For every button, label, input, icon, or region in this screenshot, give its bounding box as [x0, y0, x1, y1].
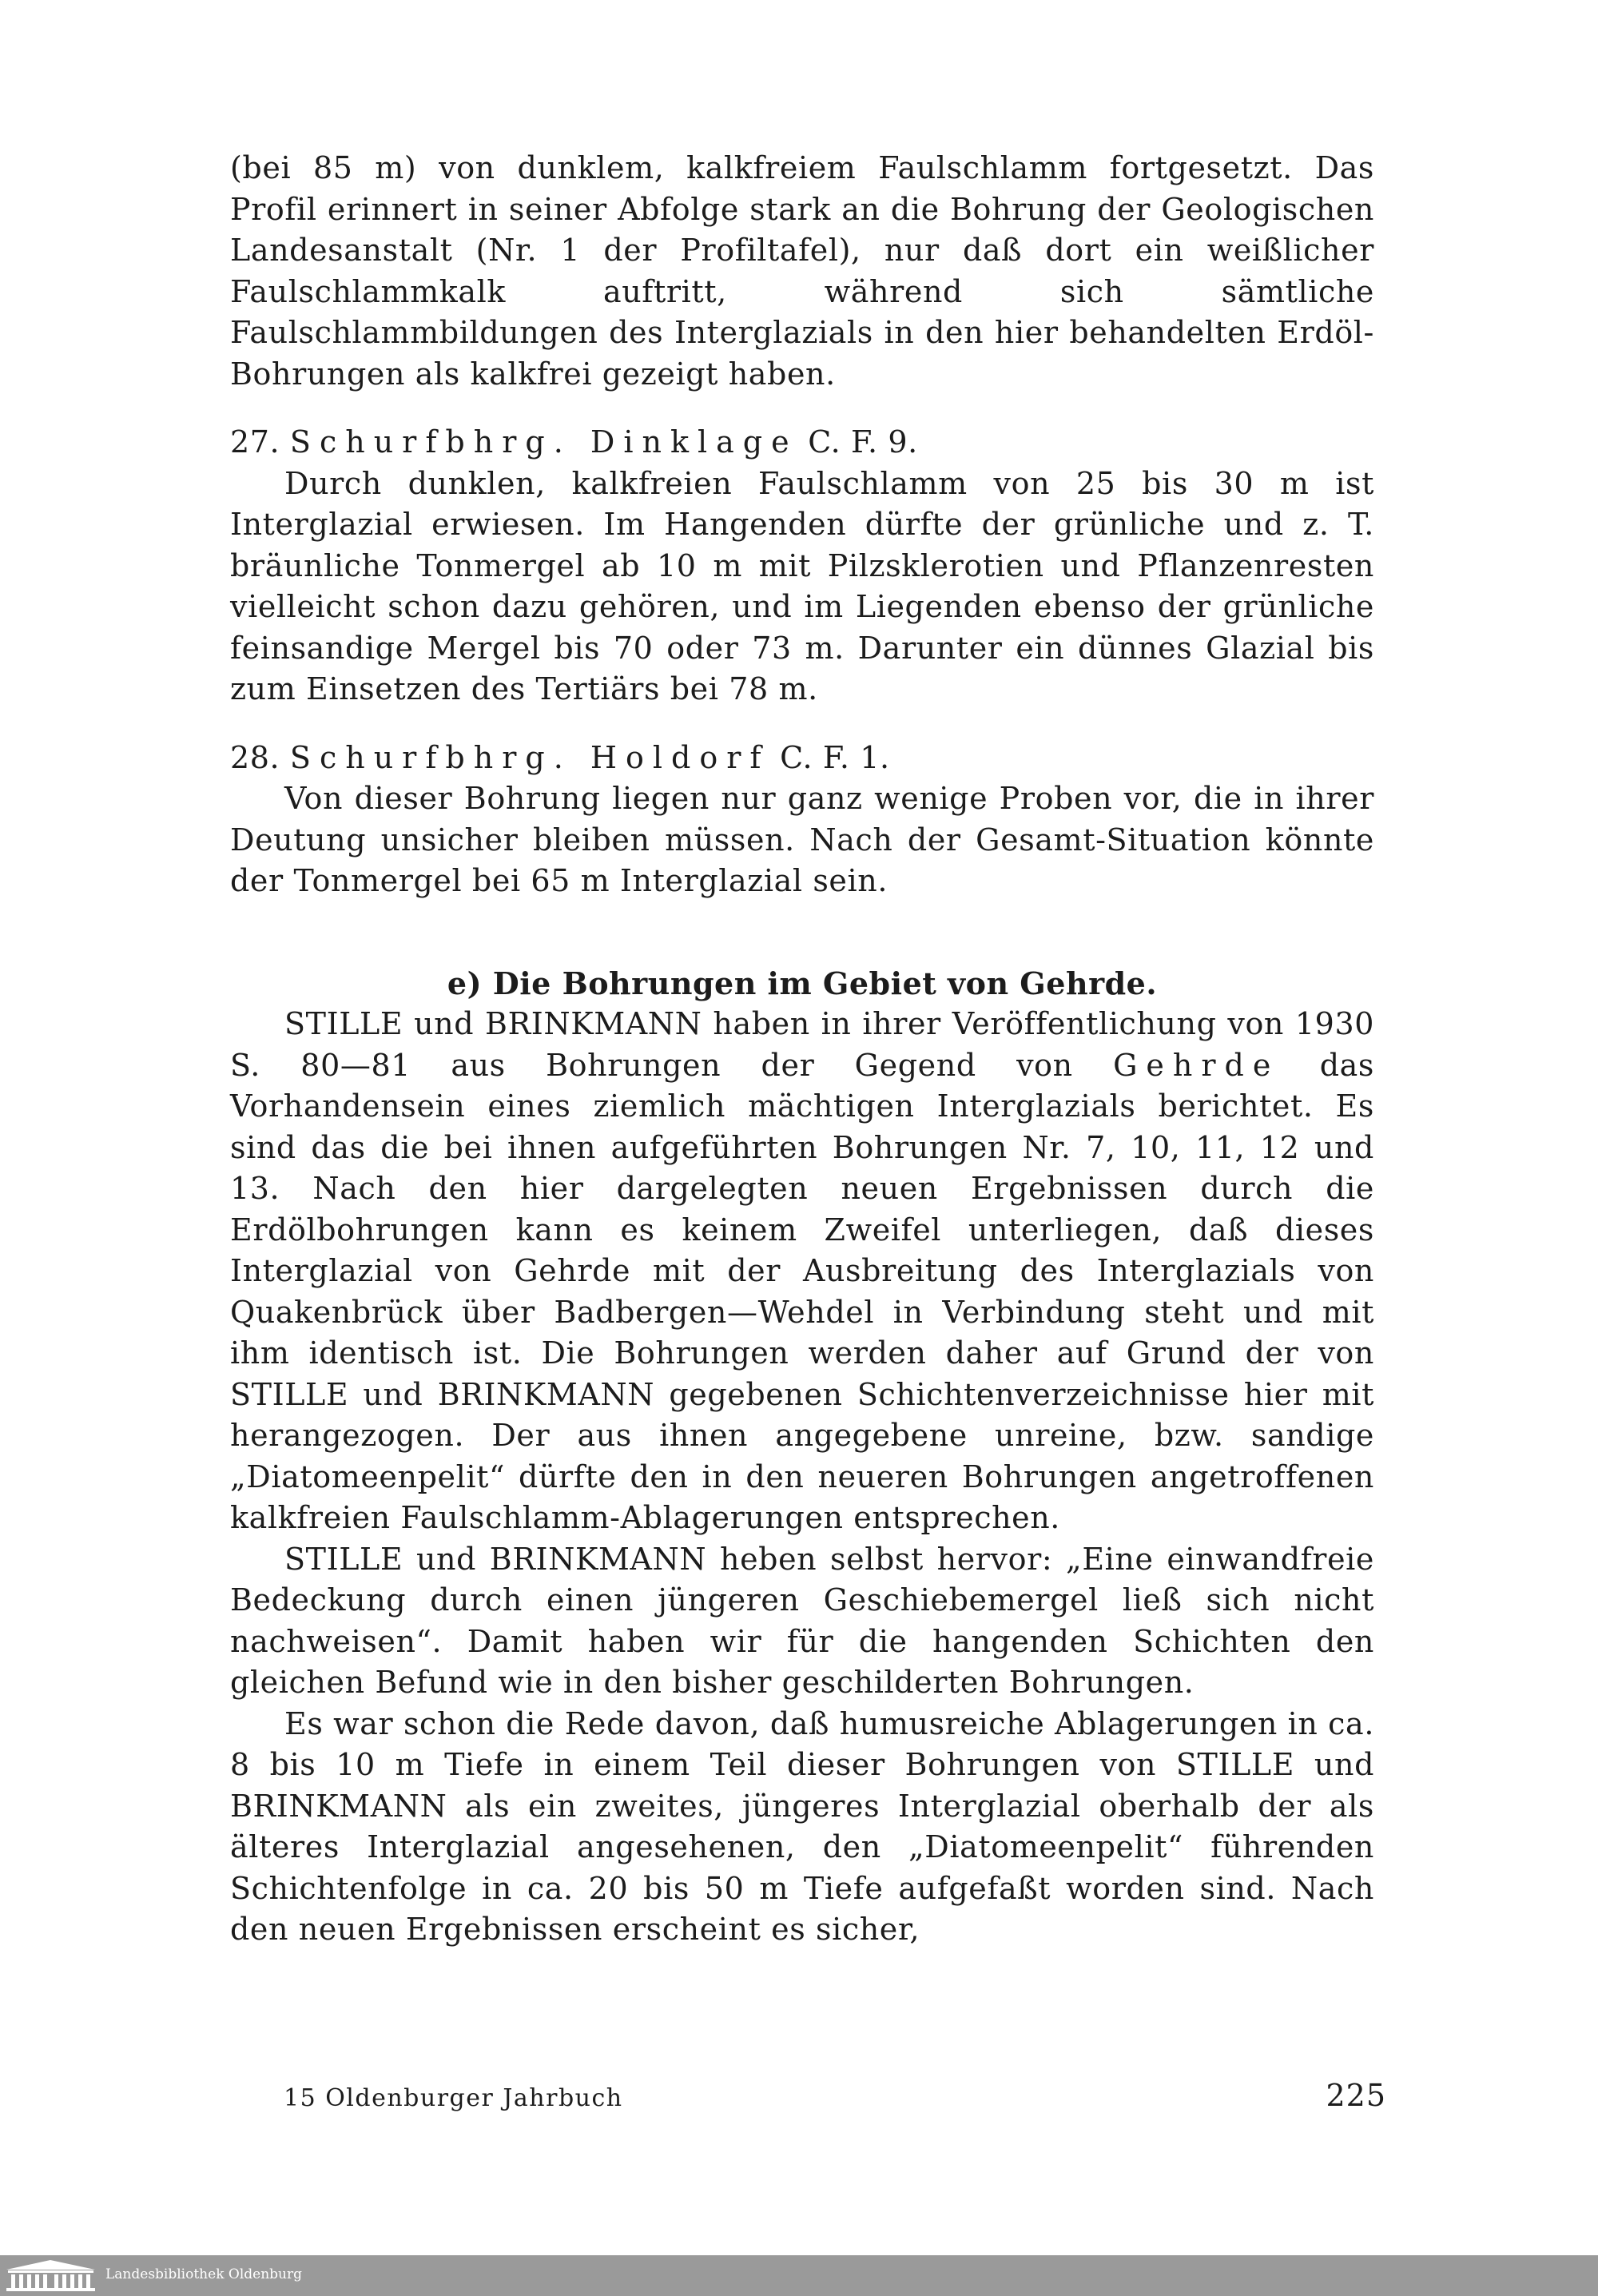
- intro-paragraph: (bei 85 m) von dunklem, kalkfreiem Faulschlamm fortgesetzt. Das Profil erinnert in seiner Abfolge stark an die Bohrung der Geologischen Landesanstalt (Nr. 1 der Profiltafel), nur daß dort ein weißlicher Faulschlammkalk auftritt, während sich sämtliche Faulschlammbildungen des Interglazials in den hier behandelten Erdöl-Bohrungen als kalkfrei gezeigt haben.: [230, 150, 1374, 392]
- entry-28-name: Schurfbhrg. Holdorf: [289, 739, 770, 775]
- entry-28-code: C. F. 1.: [780, 739, 890, 775]
- library-name: Landesbibliothek Oldenburg: [105, 2266, 303, 2282]
- entry-28-text: Von dieser Bohrung liegen nur ganz wenige Proben vor, die in ihrer Deutung unsicher bleiben müssen. Nach der Gesamt-Situation könnte der Tonmergel bei 65 m Interglazial sein.: [230, 781, 1374, 898]
- entry-27-code: C. F. 9.: [808, 424, 918, 460]
- library-bar: [0, 2255, 1598, 2296]
- entry-27-number: 27.: [230, 424, 280, 460]
- footer-signature: 15 Oldenburger Jahrbuch: [284, 2084, 623, 2112]
- section-p1-after: das Vorhandensein eines ziemlich mächtigen Interglazials berichtet. Es sind das die bei ihnen aufgeführten Bohrungen Nr. 7, 10, 11, 12 und 13. Nach den hier dargelegten neuen Ergebnissen durch die Erdölbohrungen kann es keinem Zweifel unterliegen, daß dieses Interglazial von Gehrde mit der Ausbreitung des Interglazials von Quakenbrück über Badbergen—Wehdel in Verbindung steht und mit ihm identisch ist. Die Bohrungen werden daher auf Grund der von STILLE und BRINKMANN gegebenen Schichtenverzeichnisse hier mit herangezogen. Der aus ihnen angegebene unreine, bzw. sandige „Diatomeenpelit“ dürfte den in den neueren Bohrungen angetroffenen kalkfreien Faulschlamm-Ablagerungen entsprechen.: [230, 1047, 1374, 1535]
- page-body: [230, 148, 1374, 1951]
- entry-28-heading: [230, 738, 1374, 779]
- entry-28-number: 28.: [230, 739, 280, 775]
- section-paragraph-3: Es war schon die Rede davon, daß humusreiche Ablagerungen in ca. 8 bis 10 m Tiefe in einem Teil dieser Bohrungen von STILLE und BRINKMANN als ein zweites, jüngeres Interglazial oberhalb der als älteres Interglazial angesehenen, den „Diatomeenpelit“ führenden Schichtenfolge in ca. 20 bis 50 m Tiefe aufgefaßt worden sind. Nach den neuen Ergebnissen erscheint es sicher,: [230, 1705, 1374, 1947]
- section-p1-before: STILLE und BRINKMANN haben in ihrer Veröffentlichung von 1930 S. 80—81 aus Bohrungen der Gegend von: [230, 1006, 1374, 1083]
- section-title: e) Die Bohrungen im Gebiet von Gehrde.: [447, 965, 1158, 1001]
- section-paragraph-1: [230, 1004, 1374, 1539]
- entry-27-name: Schurfbhrg. Dinklage: [289, 424, 798, 460]
- entry-27-text: Durch dunklen, kalkfreien Faulschlamm von 25 bis 30 m ist Interglazial erwiesen. Im Hangenden dürfte der grünliche und z. T. bräunliche Tonmergel ab 10 m mit Pilzsklerotien und Pflanzenresten vielleicht schon dazu gehören, und im Liegenden ebenso der grünliche feinsandige Mergel bis 70 oder 73 m. Darunter ein dünnes Glazial bis zum Einsetzen des Tertiärs bei 78 m.: [230, 465, 1374, 706]
- entry-27-heading: [230, 422, 1374, 464]
- library-building-icon: [5, 2258, 97, 2292]
- page-number: 225: [1326, 2078, 1386, 2113]
- section-paragraph-2: STILLE und BRINKMANN heben selbst hervor: „Eine einwandfreie Bedeckung durch einen jüngeren Geschiebemergel ließ sich nicht nachweisen“. Damit haben wir für die hangenden Schichten den gleichen Befund wie in den bisher geschilderten Bohrungen.: [230, 1541, 1374, 1700]
- section-p1-place: Gehrde: [1113, 1047, 1280, 1083]
